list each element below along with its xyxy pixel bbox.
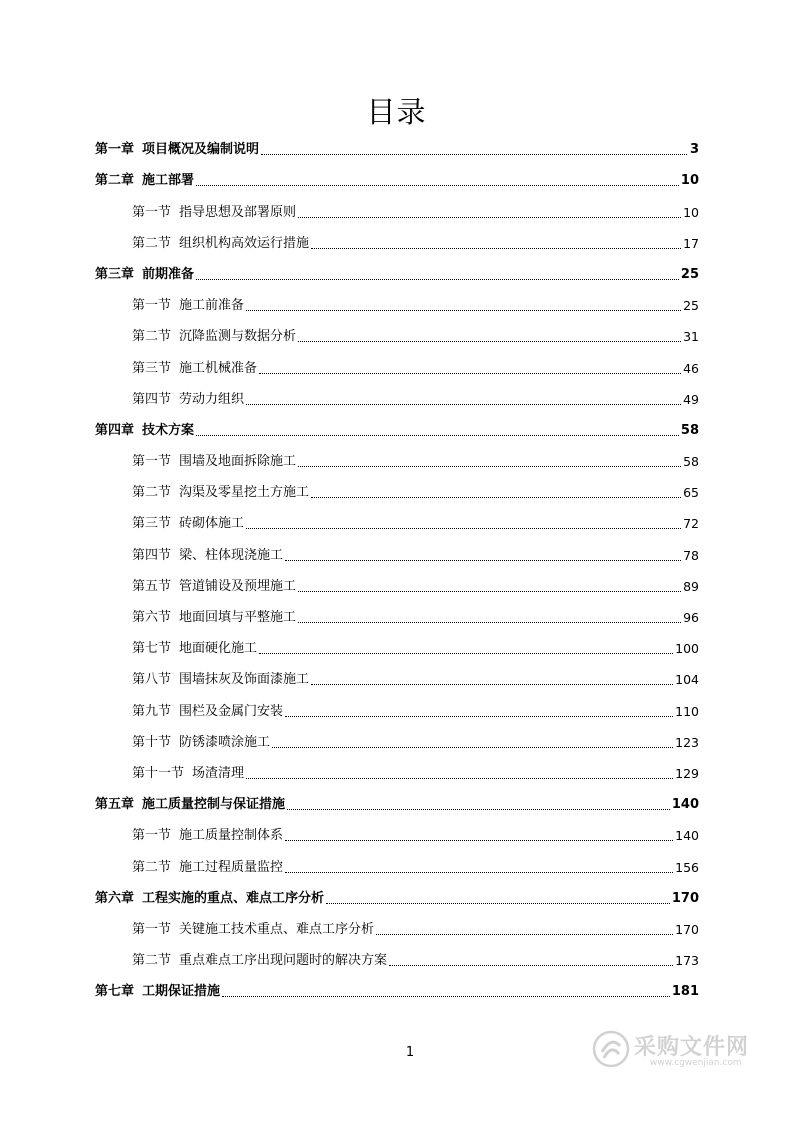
toc-entry-title: 重点难点工序出现问题时的解决方案 <box>179 953 388 969</box>
toc-entry-number: 第五节 <box>132 578 172 594</box>
toc-entry-title: 施工机械准备 <box>179 360 258 376</box>
toc-entry-label <box>132 454 296 470</box>
toc-entry-page: 3 <box>689 142 699 158</box>
toc-entry-title: 施工质量控制与保证措施 <box>142 797 286 813</box>
toc-entry-number: 第四节 <box>132 391 172 407</box>
toc-section-row[interactable] <box>95 662 699 693</box>
toc-entry-number: 第二节 <box>132 329 172 345</box>
toc-section-row[interactable] <box>95 631 699 662</box>
dot-leader <box>285 716 673 717</box>
page-number: 1 <box>405 1045 415 1060</box>
toc-entry-page: 123 <box>675 734 699 750</box>
toc-entry-title: 地面硬化施工 <box>179 641 258 657</box>
toc-entry-number: 第一节 <box>132 298 172 314</box>
toc-entry-title: 围栏及金属门安装 <box>179 703 284 719</box>
toc-entry-title: 指导思想及部署原则 <box>179 204 297 220</box>
toc-entry-number: 第六章 <box>95 890 135 906</box>
toc-entry-label <box>132 516 244 532</box>
toc-entry-number: 第一节 <box>132 921 172 937</box>
dot-leader <box>287 809 670 810</box>
toc-section-row[interactable] <box>95 288 699 319</box>
toc-section-row[interactable] <box>95 600 699 631</box>
toc-entry-title: 技术方案 <box>142 422 195 438</box>
toc-entry-title: 组织机构高效运行措施 <box>179 235 310 251</box>
toc-entry-label <box>132 579 296 595</box>
toc-section-row[interactable] <box>95 569 699 600</box>
toc-section-row[interactable] <box>95 319 699 350</box>
toc-entry-page: 10 <box>683 204 699 220</box>
dot-leader <box>298 466 681 467</box>
toc-entry-title: 防锈漆喷涂施工 <box>179 734 271 750</box>
toc-entry-page: 100 <box>675 641 699 657</box>
toc-entry-label <box>132 922 374 938</box>
toc-entry-label <box>95 797 285 813</box>
table-of-contents <box>95 132 699 1005</box>
toc-section-row[interactable] <box>95 818 699 849</box>
toc-entry-title: 项目概况及编制说明 <box>142 142 260 158</box>
toc-entry-number: 第一章 <box>95 142 135 158</box>
toc-entry-number: 第二节 <box>132 859 172 875</box>
toc-section-row[interactable] <box>95 475 699 506</box>
toc-entry-label <box>95 142 259 158</box>
toc-entry-title: 砖砌体施工 <box>179 516 245 532</box>
toc-entry-page: 58 <box>680 422 699 438</box>
logo-icon <box>592 1030 630 1068</box>
toc-entry-label <box>95 984 220 1000</box>
toc-entry-label <box>132 828 283 844</box>
toc-entry-title: 梁、柱体现浇施工 <box>179 547 284 563</box>
dot-leader <box>196 435 679 436</box>
dot-leader <box>261 154 687 155</box>
toc-entry-page: 110 <box>675 703 699 719</box>
dot-leader <box>326 903 670 904</box>
toc-entry-title: 围墙抹灰及饰面漆施工 <box>179 672 310 688</box>
toc-chapter-row[interactable] <box>95 787 699 818</box>
dot-leader <box>285 872 673 873</box>
toc-entry-page: 25 <box>680 266 699 282</box>
toc-entry-label <box>132 298 244 314</box>
toc-entry-page: 129 <box>675 765 699 781</box>
toc-entry-title: 施工质量控制体系 <box>179 828 284 844</box>
toc-entry-page: 10 <box>680 173 699 189</box>
toc-entry-page: 181 <box>671 984 699 1000</box>
dot-leader <box>259 653 673 654</box>
toc-section-row[interactable] <box>95 444 699 475</box>
toc-entry-number: 第十节 <box>132 734 172 750</box>
toc-entry-number: 第一节 <box>132 828 172 844</box>
dot-leader <box>272 747 673 748</box>
dot-leader <box>298 217 681 218</box>
watermark-url: www.cgwenjian.com <box>650 1058 742 1068</box>
toc-entry-label <box>132 953 387 969</box>
toc-entry-title: 工程实施的重点、难点工序分析 <box>142 890 325 906</box>
dot-leader <box>196 185 679 186</box>
dot-leader <box>246 310 681 311</box>
toc-entry-page: 58 <box>683 454 699 470</box>
toc-entry-title: 管道铺设及预埋施工 <box>179 578 297 594</box>
dot-leader <box>246 528 681 529</box>
toc-section-row[interactable] <box>95 693 699 724</box>
dot-leader <box>259 373 681 374</box>
toc-entry-page: 170 <box>671 890 699 906</box>
dot-leader <box>298 591 681 592</box>
dot-leader <box>285 560 681 561</box>
toc-entry-number: 第七节 <box>132 641 172 657</box>
toc-chapter-row[interactable] <box>95 163 699 194</box>
toc-entry-page: 72 <box>683 516 699 532</box>
dot-leader <box>376 934 673 935</box>
toc-entry-page: 78 <box>683 547 699 563</box>
toc-entry-number: 第三节 <box>132 516 172 532</box>
toc-entry-label <box>132 766 244 782</box>
toc-entry-label <box>132 641 257 657</box>
toc-entry-label <box>132 704 283 720</box>
toc-section-row[interactable] <box>95 226 699 257</box>
toc-entry-number: 第九节 <box>132 703 172 719</box>
toc-entry-label <box>132 548 283 564</box>
toc-entry-label <box>132 485 309 501</box>
toc-entry-label <box>132 735 270 751</box>
toc-entry-title: 围墙及地面拆除施工 <box>179 454 297 470</box>
toc-entry-label <box>95 423 194 439</box>
toc-entry-number: 第六节 <box>132 610 172 625</box>
toc-section-row[interactable] <box>95 912 699 943</box>
toc-entry-title: 场渣清理 <box>192 765 245 781</box>
dot-leader <box>311 684 673 685</box>
toc-entry-page: 140 <box>671 797 699 813</box>
toc-entry-title: 沟渠及零星挖土方施工 <box>179 485 310 501</box>
watermark <box>592 1028 752 1072</box>
toc-entry-title: 地面回填与平整施工 <box>179 610 297 625</box>
dot-leader <box>285 840 673 841</box>
toc-entry-page: 89 <box>683 578 699 594</box>
toc-entry-page: 104 <box>675 672 699 688</box>
toc-entry-label <box>132 392 244 408</box>
toc-entry-label <box>132 361 257 377</box>
toc-chapter-row[interactable] <box>95 132 699 163</box>
toc-entry-title: 前期准备 <box>142 266 195 282</box>
dot-leader <box>298 341 681 342</box>
toc-entry-number: 第十一节 <box>132 765 185 781</box>
dot-leader <box>311 248 681 249</box>
toc-entry-number: 第五章 <box>95 797 135 813</box>
toc-entry-label <box>132 672 309 688</box>
dot-leader <box>196 279 679 280</box>
toc-entry-page: 173 <box>675 953 699 969</box>
toc-section-row[interactable] <box>95 537 699 568</box>
dot-leader <box>246 404 681 405</box>
toc-entry-page: 170 <box>675 921 699 937</box>
toc-entry-title: 劳动力组织 <box>179 391 245 407</box>
toc-entry-title: 施工部署 <box>142 173 195 189</box>
toc-entry-page: 17 <box>683 235 699 251</box>
dot-leader <box>222 996 670 997</box>
toc-entry-title: 工期保证措施 <box>142 984 221 1000</box>
toc-entry-number: 第三章 <box>95 266 135 282</box>
toc-entry-page: 31 <box>683 329 699 345</box>
toc-entry-number: 第四节 <box>132 547 172 563</box>
toc-section-row[interactable] <box>95 849 699 880</box>
toc-section-row[interactable] <box>95 382 699 413</box>
toc-entry-label <box>132 236 309 252</box>
toc-entry-page: 156 <box>675 859 699 875</box>
toc-entry-label <box>95 891 324 907</box>
toc-entry-page: 140 <box>675 828 699 844</box>
toc-entry-page: 96 <box>683 610 699 625</box>
toc-entry-number: 第三节 <box>132 360 172 376</box>
toc-entry-label <box>132 205 296 221</box>
toc-entry-number: 第一节 <box>132 454 172 470</box>
toc-section-row[interactable] <box>95 506 699 537</box>
dot-leader <box>246 778 673 779</box>
toc-entry-number: 第二节 <box>132 953 172 969</box>
toc-chapter-row[interactable] <box>95 974 699 1005</box>
toc-entry-label <box>132 329 296 345</box>
toc-chapter-row[interactable] <box>95 257 699 288</box>
toc-entry-page: 49 <box>683 391 699 407</box>
toc-entry-label <box>132 860 283 876</box>
toc-entry-number: 第四章 <box>95 422 135 438</box>
toc-entry-number: 第二节 <box>132 235 172 251</box>
toc-section-row[interactable] <box>95 194 699 225</box>
watermark-name: 采购文件网 <box>634 1035 750 1060</box>
page-title: 目录 <box>366 95 427 129</box>
toc-entry-number: 第二节 <box>132 485 172 501</box>
dot-leader <box>389 965 673 966</box>
toc-entry-number: 第七章 <box>95 984 135 1000</box>
toc-entry-title: 施工过程质量监控 <box>179 859 284 875</box>
toc-entry-label <box>95 267 194 283</box>
toc-chapter-row[interactable] <box>95 881 699 912</box>
toc-entry-number: 第一节 <box>132 204 172 220</box>
toc-entry-title: 关键施工技术重点、难点工序分析 <box>179 921 375 937</box>
toc-entry-number: 第八节 <box>132 672 172 688</box>
toc-section-row[interactable] <box>95 943 699 974</box>
toc-section-row[interactable] <box>95 756 699 787</box>
toc-entry-label <box>95 173 194 189</box>
toc-entry-number: 第二章 <box>95 173 135 189</box>
dot-leader <box>311 497 681 498</box>
dot-leader <box>298 622 681 623</box>
toc-entry-page: 65 <box>683 485 699 501</box>
toc-entry-page: 25 <box>683 298 699 314</box>
toc-section-row[interactable] <box>95 350 699 381</box>
toc-section-row[interactable] <box>95 725 699 756</box>
toc-entry-title: 沉降监测与数据分析 <box>179 329 297 345</box>
toc-entry-label <box>132 610 296 626</box>
toc-entry-title: 施工前准备 <box>179 298 245 314</box>
toc-entry-page: 46 <box>683 360 699 376</box>
toc-chapter-row[interactable] <box>95 413 699 444</box>
